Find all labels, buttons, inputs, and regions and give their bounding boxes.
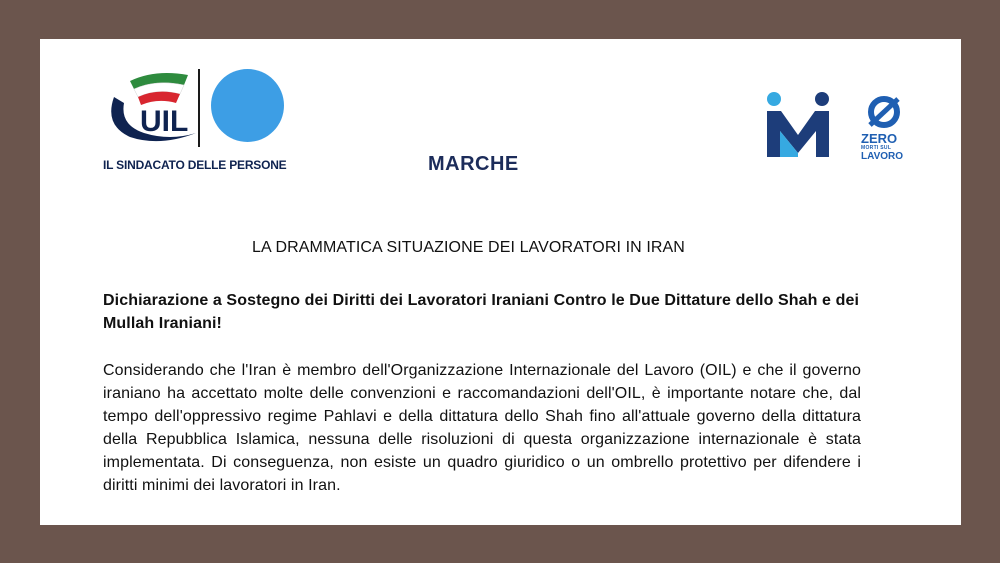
body-paragraph: Considerando che l'Iran è membro dell'Organizzazione Internazionale del Lavoro (OIL) e che il governo iraniano ha accettato molte delle convenzioni e raccomandazioni dell'OIL, è importante notare che, dal tempo dell'oppressivo regime Pahlavi e della dittatura dello Shah fino all'attuale governo della dittatura della Repubblica Islamica, nessuna delle risoluzioni di questa organizzazione internazionale è stata implementata. Di conseguenza, non esiste un quadro giuridico o un ombrello protettivo per difendere i diritti minimi dei lavoratori in Iran.: [103, 362, 861, 494]
uil-logo-wordmark: UIL: [140, 105, 189, 138]
declaration-heading: Dichiarazione a Sostegno dei Diritti dei Lavoratori Iraniani Contro le Due Dittature dello Shah e dei Mullah Iraniani!: [103, 292, 860, 332]
blue-circle-emblem: [211, 69, 284, 142]
zero-morti-sul-lavoro-logo: [858, 95, 914, 165]
zero-logo-lavoro: LAVORO: [861, 151, 904, 162]
document-page: [40, 39, 961, 525]
uil-logo: [100, 67, 210, 145]
logo-divider: [198, 69, 200, 147]
zero-logo-word: ZERO: [861, 131, 898, 146]
m-logo: [766, 91, 830, 159]
uil-tagline: IL SINDACATO DELLE PERSONE: [103, 158, 287, 172]
region-name: MARCHE: [428, 153, 519, 175]
document-title: LA DRAMMATICA SITUAZIONE DEI LAVORATORI IN IRAN: [252, 239, 685, 256]
zero-logo-subtitle: MORTI SUL: [861, 145, 892, 151]
